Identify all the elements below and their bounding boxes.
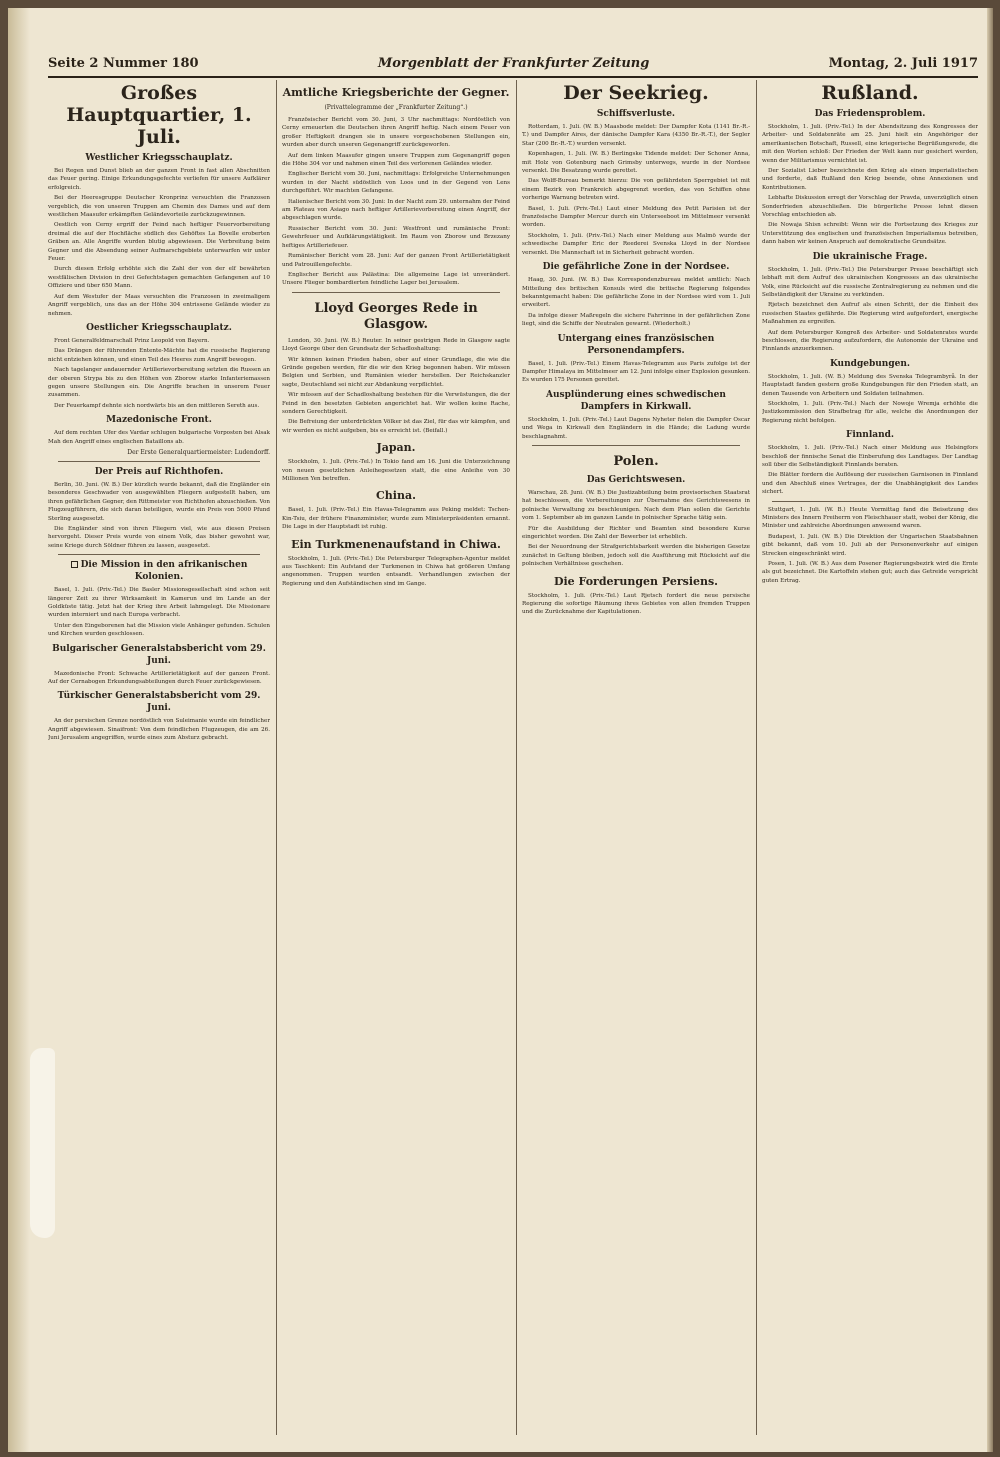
paragraph: Auf dem Westufer der Maas versuchten die Franzosen in zweimaligem Angriff vergeblich, uns das an der Höhe 304 entrissene Gelände wieder zu nehmen. [48,293,270,317]
column-2 [282,80,510,1435]
subhead-bulgarisch: Bulgarischer Generalstabsbericht vom 29. Juni. [52,643,266,666]
paragraph: Basel, 1. Juli. (Priv.-Tel.) Die Basler Missionsgesellschaft sind schon seit längerer Zeit zu ihrer Wirksamkeit in Kamerun und im Lande an der Goldküste tätig. Jetzt hat der Krieg ihre Arbeit lahmgelegt. Die Missionare wurden interniert und nach Europa verbracht. [48,587,270,619]
paragraph: Berlin, 30. Juni. (W. B.) Der kürzlich wurde bekannt, daß die Engländer ein besonderes Geschwader von ausgewählten Fliegern aufgestellt haben, um ihren gefährlichen Gegner, den Rittmeister von Richthofen abzuschießen. Von Flugzeugführern, die sich daran beteiligen, wurde ein Preis von 5000 Pfund Sterling ausgesetzt. [48,481,270,522]
paragraph: Basel, 1. Juli. (Priv.-Tel.) Ein Havas-Telegramm aus Peking meldet: Tschen-Kin-Tsiu, der frühere Finanzminister, wurde zum Ministerpräsidenten ernannt. Die Lage in der Hauptstadt ist ruhig. [282,507,510,531]
paragraph: Lebhafte Diskussion erregt der Vorschlag der Pravda, unverzüglich einen Sonderfrieden abzuschließen. Die bürgerliche Presse lehnt diesen Vorschlag entschieden ab. [762,195,978,219]
subhead-kirkwall: Ausplünderung eines schwedischen Dampfers in Kirkwall. [546,389,726,412]
newspaper-title: Morgenblatt der Frankfurter Zeitung [377,55,650,71]
paragraph: Die Befreiung der unterdrückten Völker ist das Ziel, für das wir kämpfen, und wir werden es nicht aufgeben, bis es erreicht ist. (Beifall.) [282,419,510,434]
paragraph: Stockholm, 1. Juli. (Priv.-Tel.) Nach einer Meldung aus Helsingfors beschloß der finnische Senat die Einberufung des Landtages. Der Landtag soll über die Selbständigkeit Finnlands beraten. [762,445,978,468]
paragraph: Warschau, 28. Juni. (W. B.) Die Justizabteilung beim provisorischen Staatsrat hat beschlossen, die Vorbereitungen zur Übernahme des Gerichtswesens in polnische Verwaltung zu beschleunigen. Nach dem Plan sollen die Gerichte vom 1. September ab im ganzen Lande in polnischer Sprache tätig sein. [522,489,750,522]
page-fold-shadow [987,8,993,1452]
column-rule [276,80,277,1435]
paragraph: Durch diesen Erfolg erhöhte sich die Zahl der von der elf bewährten westfälischen Division in drei Gefechtstagen gemachten Gefangenen auf 10 Offiziere und über 650 Mann. [48,266,270,290]
paragraph: Basel, 1. Juli. (Priv.-Tel.) Einem Havas-Telegramm aus Paris zufolge ist der Dampfer Himalaya im Mittelmeer am 12. Juni infolge einer Explosion gesunken. Es wurden 175 Personen gerettet. [522,360,750,384]
paragraph: Kopenhagen, 1. Juli. (W. B.) Berlingske Tidende meldet: Der Schoner Anna, mit Holz von Gotenburg nach Grimsby unterwegs, wurde in der Nordsee versenkt. Die Besatzung wurde gerettet. [522,151,750,175]
masthead [48,52,978,74]
subhead-friedensproblem: Das Friedensproblem. [814,109,926,119]
paragraph: Posen, 1. Juli. (W. B.) Aus dem Posener Regierungsbezirk wird die Ernte als gut bezeichnet. Die Kartoffeln stehen gut; auch das Getreide verspricht guten Ertrag. [762,561,978,584]
paragraph: Stockholm, 1. Juli. (Priv.-Tel.) In Tokio fand am 16. Juni die Unterzeichnung von neuen gesetzlichen Anleihegesetzen statt, die eine Anleihe von 30 Millionen Yen betreffen. [282,459,510,482]
divider [58,461,260,462]
paragraph: Italienischer Bericht vom 30. Juni: In der Nacht zum 29. unternahm der Feind am Plateau von Asiago nach heftiger Artillerievorbereitung einen Angriff, der abgeschlagen wurde. [282,198,510,222]
headline-china: China. [376,489,416,503]
paragraph: Bei der Neuordnung der Strafgerichtsbarkeit werden die bisherigen Gesetze zunächst in Geltung bleiben, jedoch soll die Ausführung mit Rücksicht auf die polnischen Verhältnisse geschehen. [522,544,750,568]
paragraph: London, 30. Juni. (W. B.) Reuter. In seiner gestrigen Rede in Glasgow sagte Lloyd George über den Grundsatz der Schadloshaltung: [282,337,510,353]
box-icon [71,561,78,568]
column-rule [756,80,757,1435]
paragraph: Rotterdam, 1. Juli. (W. B.) Maasbode meldet: Der Dampfer Kota (1141 Br.-R.-T.) und Dampfer Aires, der dänische Dampfer Kara (4350 Br.-R.-T.), der Segler Star (200 Br.-R.-T.) wurden versenkt. [522,124,750,147]
headline-kriegsberichte: Amtliche Kriegsberichte der Gegner. [282,86,510,99]
column-4 [762,80,978,1435]
paragraph: Englischer Bericht aus Palästina: Die allgemeine Lage ist unverändert. Unsere Flieger bombardierten feindliche Lager bei Jerusalem. [282,271,510,287]
column-note: (Privattelegramme der „Frankfurter Zeitung“.) [324,104,468,111]
divider [58,554,260,555]
headline-hauptquartier: Großes Hauptquartier, 1. Juli. [66,82,252,148]
paragraph: Stockholm, 1. Juli. (Priv.-Tel.) Laut Dagens Nyheter fielen die Dampfer Oscar und Wega in Kirkwall den Engländern in die Hände; die Ladung wurde beschlagnahmt. [522,416,750,440]
paragraph: Die Blätter fordern die Auflösung der russischen Garnisonen in Finnland und den Abschluß eines Vertrages, der die Unabhängigkeit des Landes sichert. [762,472,978,496]
paragraph: Französischer Bericht vom 30. Juni, 3 Uhr nachmittags: Nordöstlich von Cerny erneuerten die Deutschen ihren Angriff heftig. Nach einem Feuer von großer Heftigkeit drangen sie in unsere vorgeschobenen Stellungen ein, wurden aber durch unseren Gegenangriff zurückgeworfen. [282,117,510,149]
paragraph: Der Feuerkampf dehnte sich nordwärts bis an den mittleren Sereth aus. [54,402,260,409]
divider [292,292,500,293]
paragraph: Das Drängen der führenden Entente-Mächte hat die russische Regierung nicht entziehen können, und einen Teil des Heeres zum Angriff bewogen. [48,348,270,363]
paragraph: Stockholm, 1. Juli. (Priv.-Tel.) Nach einer Meldung aus Malmö wurde der schwedische Dampfer Eric der Reederei Svenska Lloyd in der Nordsee versenkt. Die Mannschaft ist in Sicherheit gebracht worden. [522,232,750,256]
paragraph: Stockholm, 1. Juli. (Priv.-Tel.) Die Petersburger Telegraphen-Agentur meldet aus Taschkent: Ein Aufstand der Turkmenen in Chiwa hat größeren Umfang angenommen. Truppen wurden entsandt. Verhandlungen zwischen der Regierung und den Aufständischen sind im Gange. [282,555,510,587]
subhead-tuerkisch: Türkischer Generalstabsbericht vom 29. Juni. [57,691,261,714]
subhead-schiffsverluste: Schiffsverluste. [596,109,676,119]
column-1 [48,80,270,1435]
signature: Der Erste Generalquartiermeister: Ludendorff. [127,448,270,456]
column-3 [522,80,750,1435]
paragraph: Stockholm, 1. Juli. (W. B.) Meldung des Svenska Telegrambyrå. In der Hauptstadt fanden gestern große Kundgebungen für den Frieden statt, an denen Tausende von Arbeitern und Soldaten teilnahmen. [762,373,978,397]
paragraph: Haag, 30. Juni. (W. B.) Das Korrespondenzbureau meldet amtlich: Nach Mitteilung des britischen Konsuls wird die britische Regierung folgendes bekanntgemacht haben: Die gefährliche Zone in der Nordsee wird vom 1. Juli erweitert. [522,277,750,309]
paragraph: Rumänischer Bericht vom 28. Juni: Auf der ganzen Front Artillerietätigkeit und Patrouillengefechte. [282,253,510,268]
paragraph: Auf dem rechten Ufer des Vardar schlugen bulgarische Vorposten bei Alsak Mah den Angriff eines englischen Bataillons ab. [48,430,270,445]
subhead-personendampfer: Untergang eines französischen Personendampfers. [557,333,715,356]
headline-chiwa: Ein Turkmenenaufstand in Chiwa. [291,537,501,551]
paragraph: Stockholm, 1. Juli. (Priv.-Tel.) In der Abendsitzung des Kongresses der Arbeiter- und Soldatenräte am 25. Juni hielt ein Angehöriger der amerikanischen Botschaft, Russell, eine kriegerische Begrüßungsrede, die mit den Worten schloß: Der Frieden der Welt kann nur gesichert werden, wenn der Militarismus vernichtet ist. [762,124,978,164]
subhead-finnland: Finnland. [845,430,895,441]
paragraph: Stuttgart, 1. Juli. (W. B.) Heute Vormittag fand die Beisetzung des Ministers des Innern Freiherrn von Fleischhauer statt, wobei der König, die Minister und zahlreiche Abordnungen anwesend waren. [762,506,978,530]
paragraph: Englischer Bericht vom 30. Juni, nachmittags: Erfolgreiche Unternehmungen wurden in der Nacht südöstlich von Loos und in der Gegend von Lens durchgeführt. Wir machten Gefangene. [282,171,510,195]
paragraph: Stockholm, 1. Juli. (Priv.-Tel.) Nach der Nowoje Wremja erhöhte die Justizkommission den Strafbetrag für alle, welche die Anordnungen der Regierung nicht befolgen. [762,400,978,424]
paragraph: Budapest, 1. Juli. (W. B.) Die Direktion der Ungarischen Staatsbahnen gibt bekannt, daß vom 10. Juli ab der Personenverkehr auf einigen Strecken eingeschränkt wird. [762,533,978,557]
paragraph: Russischer Bericht vom 30. Juni: Westfront und rumänische Front: Gewehrfeuer und Aufklärungstätigkeit. Im Raum von Zborow und Brzezany heftiges Artilleriefeuer. [282,225,510,249]
issue-date: Montag, 2. Juli 1917 [828,55,978,71]
column-rule [516,80,517,1435]
subhead-mazedonisch: Mazedonische Front. [106,415,212,426]
paragraph: Da infolge dieser Maßregeln die sichere Fahrrinne in der gefährlichen Zone liegt, sind die Schiffe der Neutralen gewarnt. (Wiederholt.) [522,312,750,328]
masthead-rule [48,76,978,78]
headline-japan: Japan. [376,441,416,455]
headline-russland: Rußland. [821,82,919,104]
paragraph: Der Sozialist Lieber bezeichnete den Krieg als einen imperialistischen und forderte, daß Rußland den Krieg beende, ohne Annexionen und Kontributionen. [762,168,978,191]
paragraph: Für die Ausbildung der Richter und Beamten sind besondere Kurse eingerichtet worden. Die Zahl der Bewerber ist erheblich. [522,525,750,540]
paragraph: Basel, 1. Juli. (Priv.-Tel.) Laut einer Meldung des Petit Parisien ist der französische Dampfer Mercur durch ein Unterseeboot im Mittelmeer versenkt worden. [522,205,750,229]
paragraph: Bei der Heeresgruppe Deutscher Kronprinz versuchten die Franzosen vergeblich, die von unseren Truppen am Chemin des Dames und auf dem westlichen Maasufer erkämpften Geländevorteile zurückzugewinnen. [48,195,270,219]
subhead-ukraine: Die ukrainische Frage. [812,251,928,262]
subhead-richthofen: Der Preis auf Richthofen. [94,466,224,477]
paragraph: Wir können keinen Frieden haben, ober auf einer Grundlage, die wie die Gründe gegeben werden, für die wir den Krieg begonnen haben. Wir müssen Belgien und Serbien, und Rumänien wieder herstellen. Der Reichskanzler sagte, Deutschland sei nicht zur Abdankung verpflichtet. [282,356,510,388]
paragraph: Front Generalfeldmarschall Prinz Leopold von Bayern. [54,337,210,344]
paragraph: Oestlich von Cerny ergriff der Feind nach heftiger Feuervorbereitung dreimal die auf der Hochfläche südlich des Gehöftes La Bovelle eroberten Gräben an. Alle Angriffe wurden blutig abgewiesen. Die Verbreitung beim Gegner und die Absendung seiner Aufmarschgebiete unterwarfen wir unter Feuer. [48,222,270,263]
subhead-mission: Die Mission in den afrikanischen Kolonien. [48,559,270,583]
headline-lloyd-george: Lloyd Georges Rede in Glasgow. [314,300,478,332]
subhead-westlich: Westlicher Kriegsschauplatz. [85,153,233,163]
divider [772,501,968,502]
paragraph: Wir müssen auf der Schadloshaltung bestehen für die Verwüstungen, die der Feind in den besetzten Gebieten angerichtet hat. Wir wollen keine Rache, sondern Gerechtigkeit. [282,392,510,415]
paragraph: Die Engländer sind von ihren Fliegern viel, wie aus diesen Preisen hervorgeht. Dieser Preis wurde von einem Volk, das bisher gewohnt war, seine Kriege durch Söldner führen zu lassen, ausgesetzt. [48,526,270,549]
newspaper-page [8,8,993,1452]
paragraph: Bei Regen und Dunst blieb an der ganzen Front in fast allen Abschnitten das Feuer gering. Einige Erkundungsgefechte verliefen für unsere Aufklärer erfolgreich. [48,168,270,191]
paragraph: Das Wolff-Bureau bemerkt hierzu: Die von gefährdeten Sperrgebiet ist mit einem Bezirk von Frankreich abgegrenzt worden, das von Schiffen ohne vorherige Warnung betreten wird. [522,178,750,202]
subhead-nordsee: Die gefährliche Zone in der Nordsee. [542,262,730,273]
paragraph: Rjetsch bezeichnet den Aufruf als einen Schritt, der die Einheit des russischen Staates gefährde. Die Regierung wird aufgefordert, energische Maßnahmen zu ergreifen. [762,302,978,326]
subhead-kundgebungen: Kundgebungen. [829,358,911,369]
paragraph: Die Nowaja Shisn schreibt: Wenn wir die Fortsetzung des Krieges zur Unterstützung des englischen und französischen Imperialismus betreiben, dann haben wir keinen Anspruch auf demokratische Grundsätze. [762,222,978,246]
paragraph: Auf dem linken Maasufer gingen unsere Truppen zum Gegenangriff gegen die Höhe 304 vor und nahmen einen Teil des verlorenen Geländes wieder. [282,152,510,168]
paragraph: Stockholm, 1. Juli. (Priv.-Tel.) Laut Rjetsch fordert die neue persische Regierung die sofortige Räumung ihres Gebietes von allen fremden Truppen und die Zurücknahme der Kapitulationen. [522,592,750,616]
divider [532,445,740,446]
headline-persien: Die Forderungen Persiens. [553,574,719,588]
headline-polen: Polen. [613,453,659,469]
paragraph: Mazedonische Front: Schwache Artillerietätigkeit auf der ganzen Front. Auf der Cernabogen Erkundungsabteilungen durch Feuer zurückgewiesen. [48,670,270,686]
page-binding-edge [8,8,30,1452]
subhead-gerichtswesen: Das Gerichtswesen. [586,474,686,485]
page-number: Seite 2 Nummer 180 [48,55,199,71]
paragraph: An der persischen Grenze nordöstlich von Suleimanie wurde ein feindlicher Angriff abgewiesen. Sinaifront: Von dem feindlichen Flugzeugen, die am 26. Juni Jerusalem angegriffen, wurde eines zum Absturz gebracht. [48,718,270,742]
paragraph: Auf dem Petersburger Kongreß des Arbeiter- und Soldatenrates wurde beschlossen, die Regierung aufzufordern, die Autonomie der Ukraine und Finnlands anzuerkennen. [762,329,978,353]
paragraph: Stockholm, 1. Juli. (Priv.-Tel.) Die Petersburger Presse beschäftigt sich lebhaft mit dem Aufruf des ukrainischen Kongresses an das ukrainische Volk, eine Rücksicht auf die russische Zentralregierung zu nehmen und die Selbständigkeit der Ukraine zu verkünden. [762,266,978,298]
headline-seekrieg: Der Seekrieg. [563,82,709,104]
subhead-oestlich: Oestlicher Kriegsschauplatz. [86,322,232,333]
paragraph: Nach tagelanger andauernder Artillerievorbereitung setzten die Russen an der oberen Strypa bis zu den Höhen von Zborow starke Infanteriemassen gegen unsere Stellungen ein. Die Angriffe brachen in unserem Feuer zusammen. [48,367,270,399]
paragraph: Unter den Eingeborenen hat die Mission viele Anhänger gefunden. Schulen und Kirchen wurden geschlossen. [48,622,270,638]
